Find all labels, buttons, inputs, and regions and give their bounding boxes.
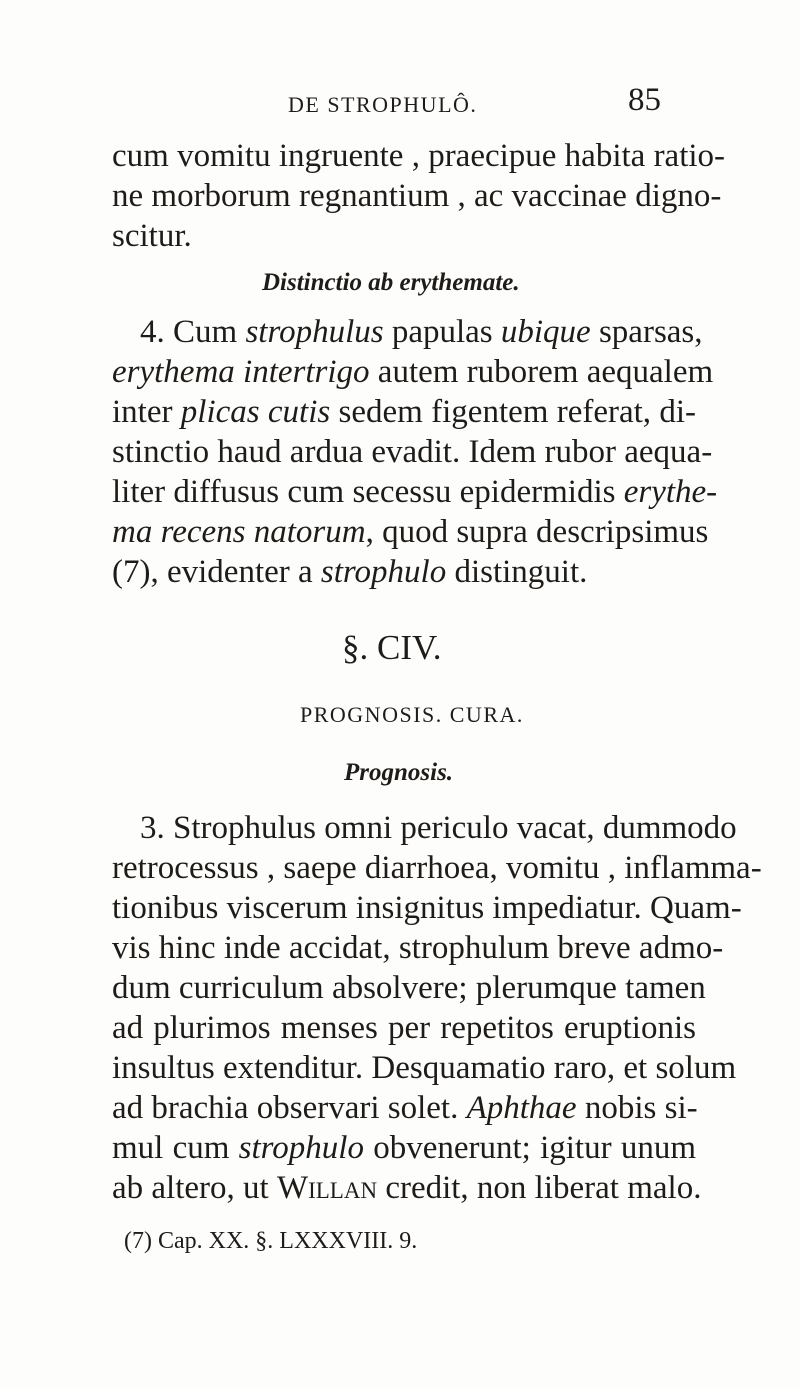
- text-line: [112, 1088, 696, 1128]
- section-subtitle: Prognosis.: [344, 759, 454, 786]
- italic-term: ubique: [500, 314, 591, 350]
- italic-term: erythe-: [623, 474, 718, 510]
- text-line: [112, 552, 696, 592]
- text-line: ne morborum regnantium , ac vaccinae digno-: [112, 178, 722, 214]
- italic-term: strophulus: [245, 314, 384, 350]
- text-span: ad brachia observari solet.: [112, 1090, 467, 1126]
- text-line: [112, 352, 714, 392]
- paragraph-number: 4.: [140, 314, 165, 350]
- text-span: sparsas,: [590, 314, 703, 350]
- page-number: 85: [628, 82, 661, 118]
- text-span: inter: [112, 394, 181, 430]
- text-span: obvenerunt; igitur unum: [363, 1130, 696, 1166]
- italic-term: strophulo: [238, 1130, 364, 1166]
- text-line: scitur.: [112, 218, 192, 254]
- section-title: PROGNOSIS. CURA.: [300, 702, 524, 727]
- running-head: DE STROPHULÔ.: [288, 92, 478, 117]
- text-span: distinguit.: [446, 554, 588, 590]
- section-number: §. CIV.: [342, 628, 442, 667]
- text-line: ad plurimos menses per repetitos eruptionis: [112, 1010, 696, 1046]
- text-line: [112, 512, 709, 552]
- text-span: , quod supra descripsimus: [365, 514, 709, 550]
- text-line: vis hinc inde accidat, strophulum breve admo-: [112, 930, 724, 966]
- text-span: liter diffusus cum secessu epidermidis: [112, 474, 624, 510]
- italic-term: plicas cutis: [180, 394, 331, 430]
- text-span: nobis si-: [576, 1090, 698, 1126]
- italic-term: Aphthae: [466, 1090, 577, 1126]
- text-span: papulas: [383, 314, 501, 350]
- text-line: [112, 392, 696, 432]
- text-line: [112, 1128, 696, 1168]
- text-line: [140, 312, 703, 352]
- text-span: sedem figentem referat, di-: [330, 394, 696, 430]
- italic-term: erythema intertrigo: [112, 354, 370, 390]
- text-line: cum vomitu ingruente , praecipue habita ratio-: [112, 138, 726, 174]
- text-span: credit, non liberat malo.: [377, 1170, 702, 1206]
- text-span: (7), evidenter a: [112, 554, 321, 590]
- italic-term: ma recens natorum: [112, 514, 366, 550]
- text-line: insultus extenditur. Desquamatio raro, et solum: [112, 1050, 737, 1086]
- text-span: autem ruborem aequalem: [369, 354, 714, 390]
- text-span: Cum: [173, 314, 246, 350]
- text-line: stinctio haud ardua evadit. Idem rubor aequa-: [112, 434, 713, 470]
- text-line: 3. Strophulus omni periculo vacat, dummodo: [140, 810, 737, 846]
- italic-term: strophulo: [320, 554, 447, 590]
- text-line: [112, 1168, 702, 1208]
- subhead-distinctio: Distinctio ab erythemate.: [262, 269, 520, 296]
- text-line: retrocessus , saepe diarrhoea, vomitu , inflamma-: [112, 850, 762, 886]
- footnote: (7) Cap. XX. §. LXXXVIII. 9.: [124, 1228, 418, 1254]
- author-name: Willan: [276, 1170, 378, 1206]
- text-span: mul cum: [112, 1130, 239, 1166]
- text-span: ab altero, ut: [112, 1170, 277, 1206]
- text-line: [112, 472, 718, 512]
- text-line: tionibus viscerum insignitus impediatur. Quam-: [112, 890, 742, 926]
- text-line: dum curriculum absolvere; plerumque tamen: [112, 970, 706, 1006]
